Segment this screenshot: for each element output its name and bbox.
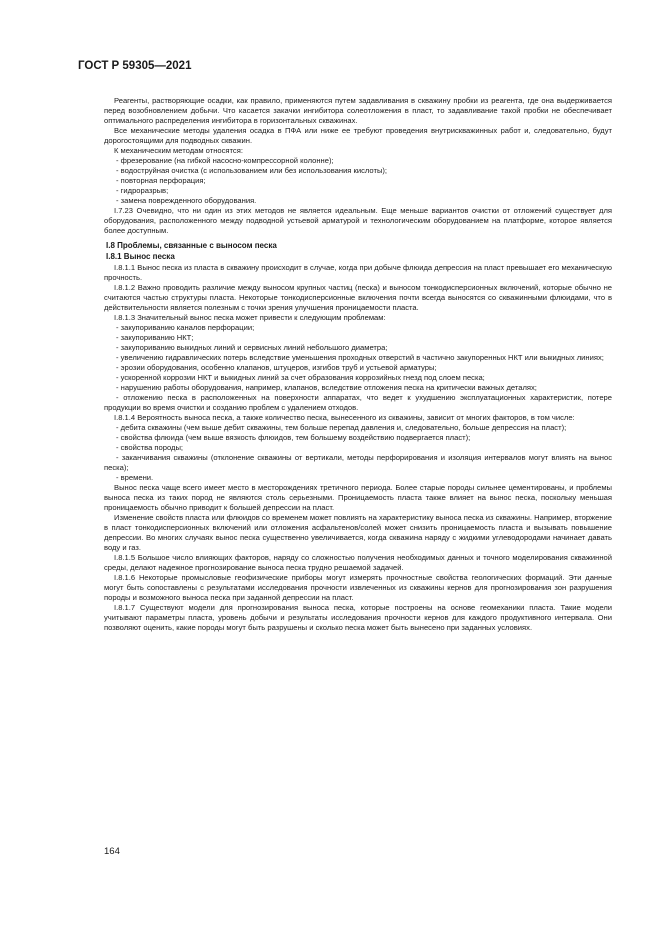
paragraph: I.8.1.1 Вынос песка из пласта в скважину происходит в случае, когда при добыче флюида депрессия на пласт превышает его механическую прочность. [104, 263, 612, 282]
subsection-heading: I.8.1 Вынос песка [106, 252, 175, 261]
list-item: - замена поврежденного оборудования. [116, 196, 257, 205]
list-item: - свойства породы; [116, 443, 184, 452]
paragraph: Изменение свойств пласта или флюидов со временем может повлиять на характеристику выноса песка из скважины. Например, вторжение в пласт тонкодисперсионных включений или отложения асфальтенов/солей может снизить проницаемость пласта и вызывать повышение депрессии. Во многих случаях вынос песка существенно увеличивается, когда скважина наряду с жидкими углеводородами начинает давать воду и газ. [104, 513, 612, 552]
list-item: - фрезерование (на гибкой насосно-компрессорной колонне); [116, 156, 334, 165]
list-item: - дебита скважины (чем выше дебит скважины, тем больше перепад давления и, следовательно, больше депрессия на пласт); [116, 423, 567, 432]
paragraph: I.8.1.4 Вероятность выноса песка, а также количество песка, вынесенного из скважины, зависит от многих факторов, в том числе: [114, 413, 575, 422]
list-item: - нарушению работы оборудования, например, клапанов, вследствие отложения песка на критически важных деталях; [116, 383, 537, 392]
paragraph: I.8.1.6 Некоторые промысловые геофизические приборы могут измерять прочностные свойства геологических формаций. Эти данные могут быть сопоставлены с результатами исследования прочности извлеченных из скважины кернов для прогнозирования зон разрушения породы и возможного выноса песка при заданной депрессии на пласт. [104, 573, 612, 602]
page-number: 164 [104, 846, 120, 857]
paragraph: Вынос песка чаще всего имеет место в месторождениях третичного периода. Более старые породы сильнее цементированы, и проблемы выноса песка из таких пород не являются столь серьезными. Проницаемость пласта также влияет на вынос песка, поскольку меньшая проницаемость обычно приводит к большей депрессии на пласт. [104, 483, 612, 512]
list-item: - ускоренной коррозии НКТ и выкидных линий за счет образования коррозийных гнезд под слоем песка; [116, 373, 485, 382]
list-item: - эрозии оборудования, особенно клапанов, штуцеров, изгибов труб и устьевой арматуры; [116, 363, 437, 372]
paragraph: Все механические методы удаления осадка в ПФА или ниже ее требуют проведения внутрискважинных работ и, следовательно, будут дорогостоящими для подводных скважин. [104, 126, 612, 145]
paragraph: I.7.23 Очевидно, что ни один из этих методов не является идеальным. Еще меньше вариантов очистки от отложений существует для оборудования, расположенного между подводной устьевой арматурой и технологическим оборудованием на платформе, которое является более доступным. [104, 206, 612, 235]
document-header: ГОСТ Р 59305—2021 [78, 60, 192, 72]
list-item: - свойства флюида (чем выше вязкость флюидов, тем большему воздействию подвергается пласт); [116, 433, 471, 442]
paragraph: I.8.1.2 Важно проводить различие между выносом крупных частиц (песка) и выносом тонкодисперсионных включений, которые обычно не считаются частью структуры пласта. Некоторые тонкодисперсионные включения почти всегда выносятся со скважинными флюидами, что в действительности является полезным с точки зрения улучшения проницаемости пласта. [104, 283, 612, 312]
list-item: - увеличению гидравлических потерь вследствие уменьшения проходных отверстий в частично закупоренных НКТ или выкидных линиях; [116, 353, 604, 362]
list-item: - закупориванию каналов перфорации; [116, 323, 255, 332]
paragraph: I.8.1.3 Значительный вынос песка может привести к следующим проблемам: [114, 313, 386, 322]
list-item: - повторная перфорация; [116, 176, 206, 185]
paragraph: К механическим методам относятся: [114, 146, 243, 155]
paragraph: I.8.1.5 Большое число влияющих факторов, наряду со сложностью получения необходимых данных и точного моделирования скважинной среды, делают надежное прогнозирование выноса песка трудно решаемой задачей. [104, 553, 612, 572]
list-item: - водоструйная очистка (с использованием или без использования кислоты); [116, 166, 388, 175]
list-item: - отложению песка в расположенных на поверхности аппаратах, что ведет к ухудшению эксплуатационных характеристик, потере продукции во время очистки и созданию проблем с удалением отходов. [104, 393, 612, 412]
section-heading: I.8 Проблемы, связанные с выносом песка [106, 241, 277, 250]
list-item: - закупориванию НКТ; [116, 333, 194, 342]
list-item: - заканчивания скважины (отклонение скважины от вертикали, методы перфорирования и изоляция интервалов могут влиять на вынос песка); [104, 453, 612, 472]
paragraph: Реагенты, растворяющие осадки, как правило, применяются путем задавливания в скважину пробки из реагента, где она выдерживается перед возобновлением добычи. Что касается закачки ингибитора солеотложения в пласт, то задавливание такой пробки не обеспечивает оптимального распределения ингибитора в горизонтальных скважинах. [104, 96, 612, 125]
document-body [104, 96, 612, 633]
list-item: - закупориванию выкидных линий и сервисных линий небольшого диаметра; [116, 343, 388, 352]
paragraph: I.8.1.7 Существуют модели для прогнозирования выноса песка, которые построены на основе геомеханики пласта. Такие модели учитывают параметры пласта, уровень добычи и результаты исследования прочности кернов для каждого продуктивного интервала. Они позволяют оценить, какие породы могут быть разрушены и сколько песка может быть вынесено при заданных условиях. [104, 603, 612, 632]
list-item: - гидроразрыв; [116, 186, 169, 195]
list-item: - времени. [116, 473, 154, 482]
